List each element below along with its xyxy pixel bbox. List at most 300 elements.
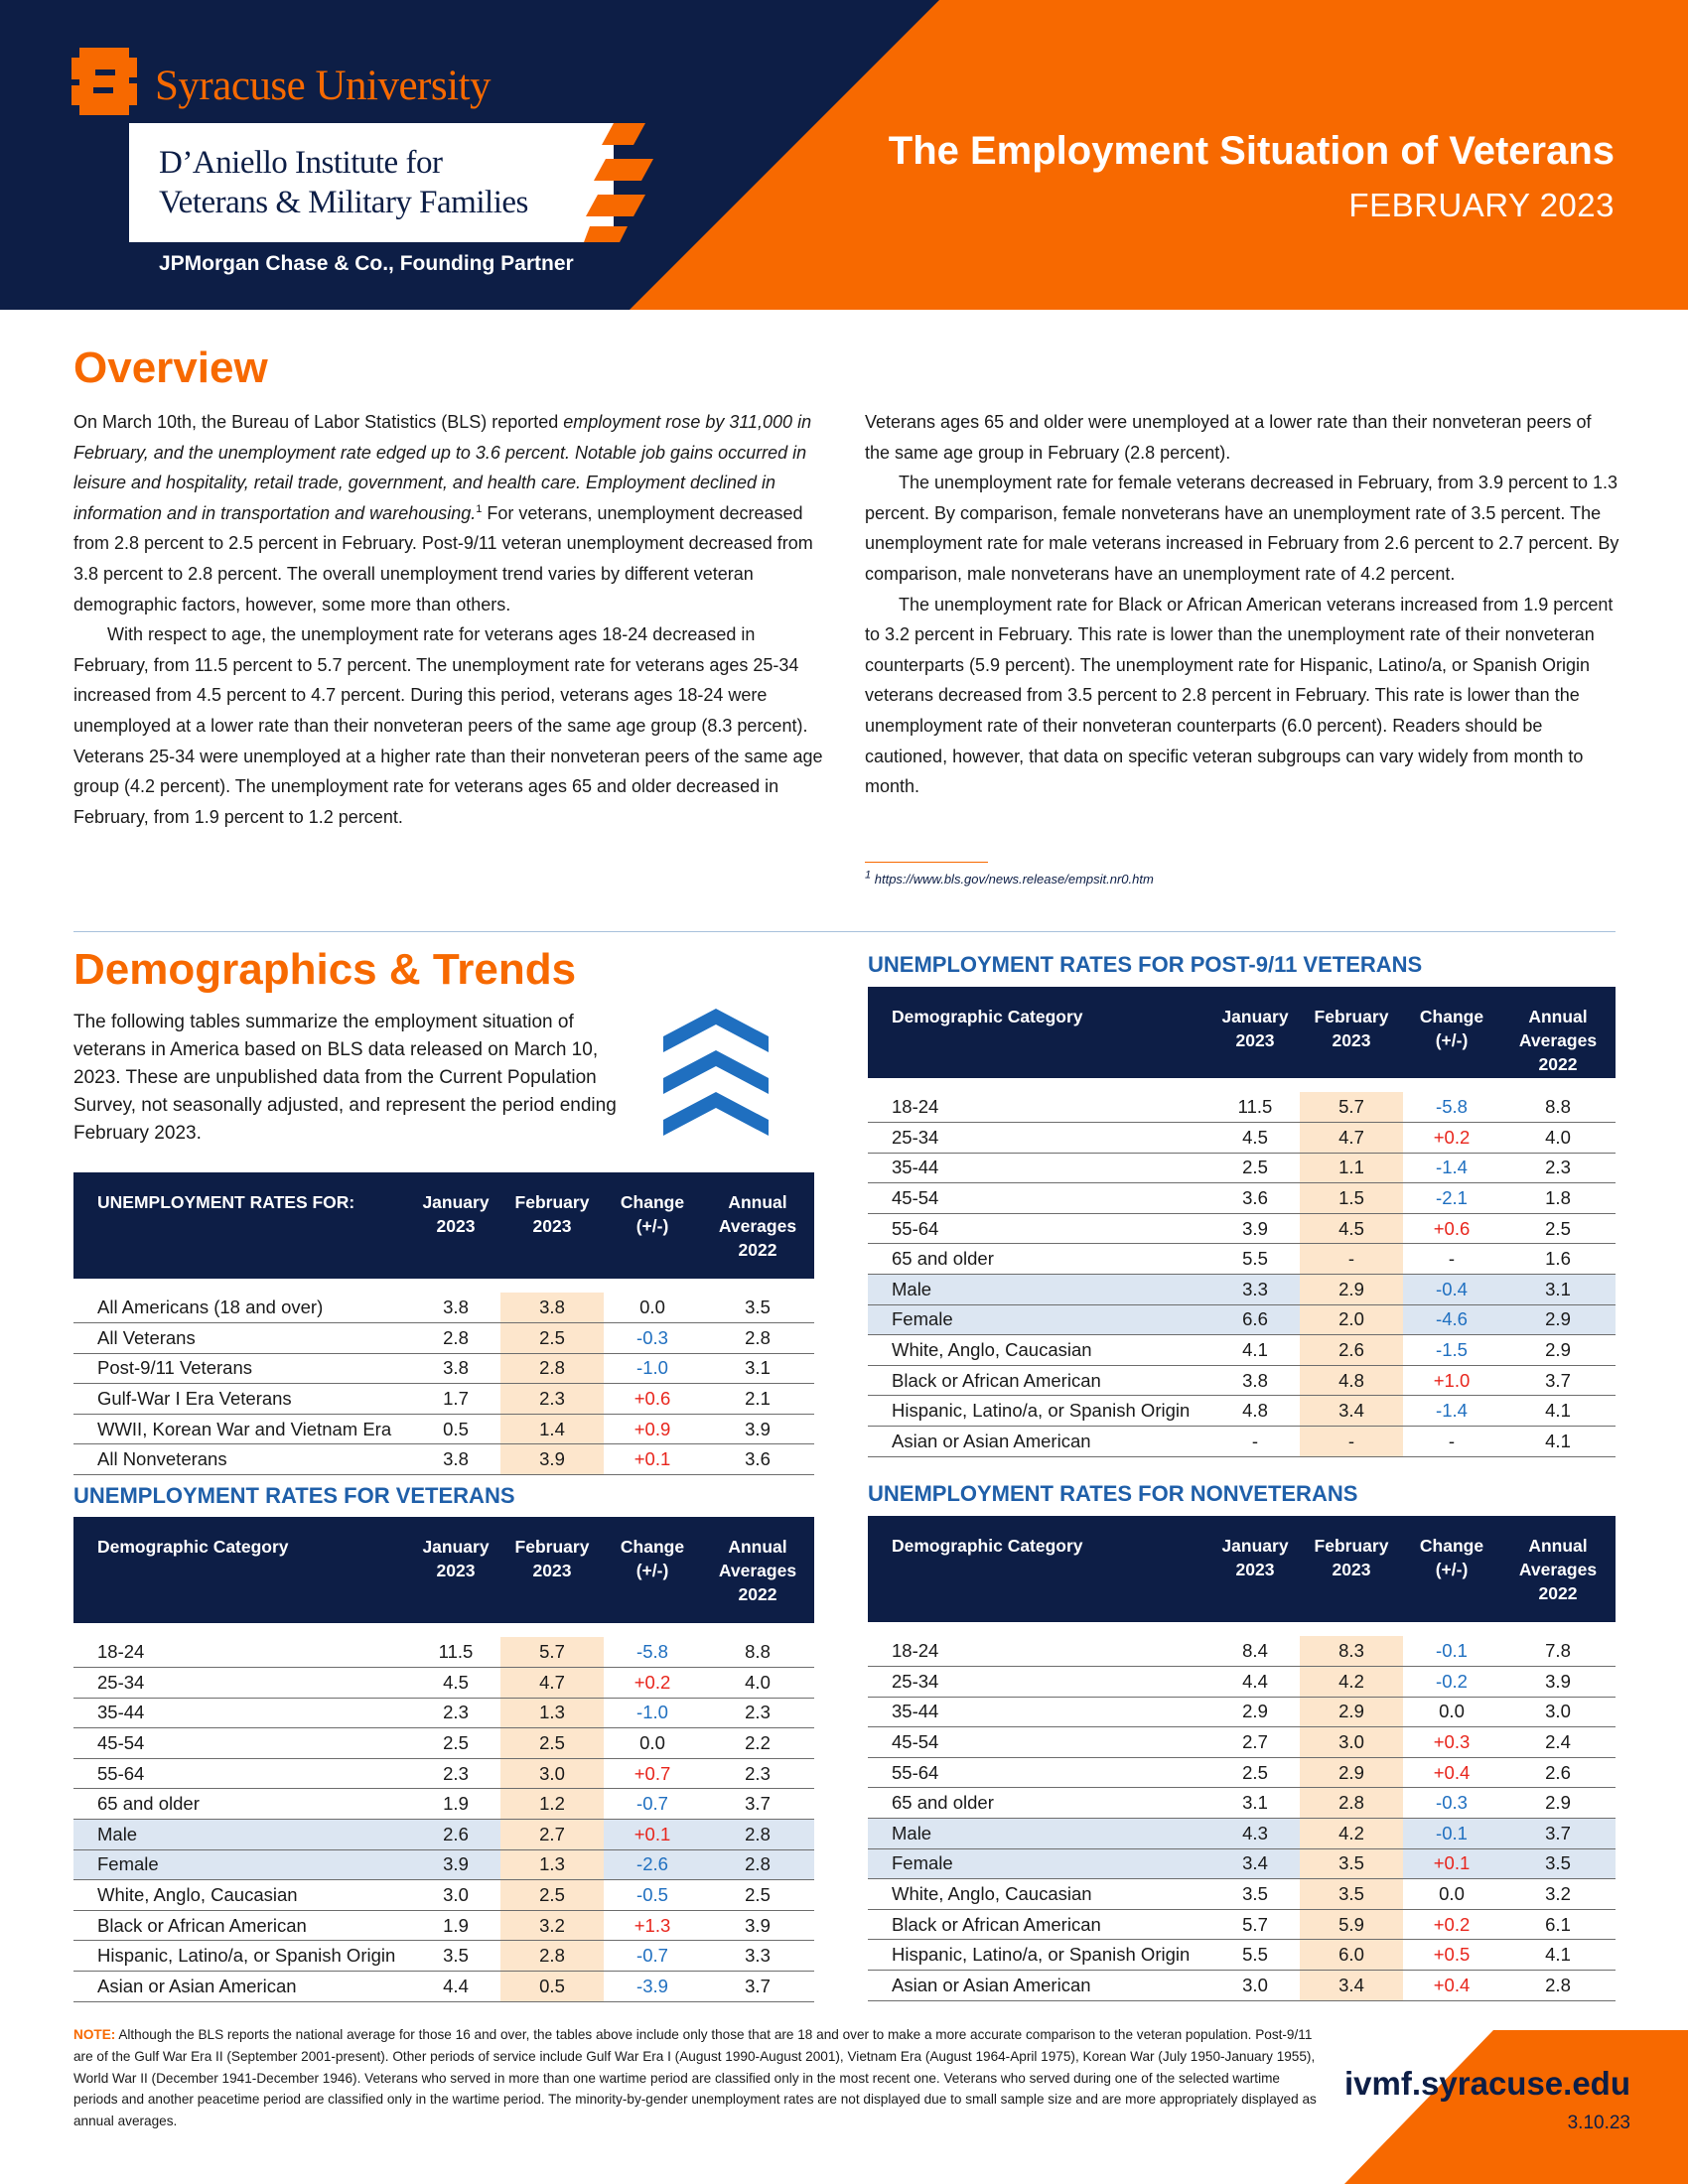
change-cell: +0.3 <box>1403 1727 1500 1758</box>
category-cell: All Veterans <box>73 1323 411 1354</box>
january-cell: 1.9 <box>411 1910 500 1941</box>
header-change: Change (+/-) <box>1403 1516 1500 1622</box>
february-cell: 2.3 <box>500 1384 604 1415</box>
january-cell: 3.8 <box>411 1353 500 1384</box>
change-cell: -4.6 <box>1403 1304 1500 1335</box>
change-cell: +0.7 <box>604 1758 701 1789</box>
change-cell: +0.9 <box>604 1414 701 1444</box>
header-february: February 2023 <box>1300 1516 1403 1622</box>
table-row <box>73 1353 814 1384</box>
annual-average-cell: 4.0 <box>701 1668 814 1699</box>
overview-paragraph-5: The unemployment rate for Black or African American veterans increased from 1.9 percent to 3.2 percent in February. This rate is lower than the unemployment rate of their nonveteran counterparts (5.9 percent). The unemployment rate for Hispanic, Latino/a, or Spanish Origin veterans decreased from 3.5 percent to 2.8 percent in February. This rate is lower than the unemployment rate of their nonveteran counterparts (6.0 percent). Readers should be cautioned, however, that data on specific veteran subgroups can vary widely from month to month. <box>865 594 1614 797</box>
change-cell: -0.7 <box>604 1941 701 1972</box>
category-cell: Asian or Asian American <box>868 1427 1210 1457</box>
january-cell: 11.5 <box>411 1637 500 1668</box>
february-cell: 5.9 <box>1300 1909 1403 1940</box>
january-cell: 2.7 <box>1210 1727 1300 1758</box>
veterans-unemployment-table <box>73 1517 814 2002</box>
annual-average-cell: 3.9 <box>701 1414 814 1444</box>
category-cell: Asian or Asian American <box>73 1972 411 2002</box>
annual-average-cell: 7.8 <box>1500 1636 1616 1667</box>
january-cell: 1.7 <box>411 1384 500 1415</box>
january-cell: 3.3 <box>1210 1275 1300 1305</box>
change-cell: -0.1 <box>1403 1819 1500 1849</box>
january-cell: 3.5 <box>1210 1879 1300 1910</box>
institute-box <box>129 123 614 242</box>
change-cell: -0.4 <box>1403 1275 1500 1305</box>
change-cell: +0.6 <box>1403 1213 1500 1244</box>
january-cell: 2.9 <box>1210 1697 1300 1727</box>
category-cell: 35-44 <box>868 1153 1210 1183</box>
table-row <box>73 1728 814 1759</box>
table-row <box>868 1123 1616 1154</box>
change-cell: +0.5 <box>1403 1940 1500 1971</box>
change-cell: -1.5 <box>1403 1335 1500 1366</box>
february-cell: - <box>1300 1427 1403 1457</box>
table-row <box>73 1941 814 1972</box>
february-cell: 8.3 <box>1300 1636 1403 1667</box>
header-banner <box>0 0 1688 310</box>
annual-average-cell: 2.3 <box>1500 1153 1616 1183</box>
annual-average-cell: 4.1 <box>1500 1396 1616 1427</box>
annual-average-cell: 2.1 <box>701 1384 814 1415</box>
change-cell: +0.4 <box>1403 1757 1500 1788</box>
table-row <box>868 1727 1616 1758</box>
chevron-up-icon <box>663 1009 769 1136</box>
january-cell: 3.8 <box>411 1293 500 1323</box>
january-cell: 2.8 <box>411 1323 500 1354</box>
category-cell: 45-54 <box>868 1183 1210 1214</box>
change-cell: 0.0 <box>1403 1697 1500 1727</box>
change-cell: 0.0 <box>604 1728 701 1759</box>
category-cell: 65 and older <box>868 1788 1210 1819</box>
january-cell: 2.5 <box>1210 1757 1300 1788</box>
annual-average-cell: 3.9 <box>1500 1667 1616 1698</box>
annual-average-cell: 2.5 <box>1500 1213 1616 1244</box>
header-change: Change (+/-) <box>604 1172 701 1279</box>
annual-average-cell: 2.6 <box>1500 1757 1616 1788</box>
january-cell: 2.5 <box>1210 1153 1300 1183</box>
category-cell: Male <box>868 1819 1210 1849</box>
february-cell: 5.7 <box>500 1637 604 1668</box>
table-row <box>868 1304 1616 1335</box>
january-cell: 3.8 <box>411 1444 500 1475</box>
february-cell: 5.7 <box>1300 1092 1403 1123</box>
overview-paragraph-1: On March 10th, the Bureau of Labor Statistics (BLS) reported employment rose by 311,000 in February, and the unemployment rate edged up to 3.6 percent. Notable job gains occurred in leisure and hospitality, retail trade, government, and health care. Employment declined in information and in transportation and warehousing.$^1$ For veterans, unemployment decreased from 2.8 percent to 2.5 percent in February. Post-9/11 veteran unemployment decreased from 3.8 percent to 2.8 percent. The overall unemployment trend varies by different veteran demographic factors, however, some more than others. <box>73 412 813 614</box>
category-cell: 65 and older <box>73 1789 411 1820</box>
change-cell: -5.8 <box>1403 1092 1500 1123</box>
change-cell: +1.0 <box>1403 1365 1500 1396</box>
january-cell: 11.5 <box>1210 1092 1300 1123</box>
header-category: UNEMPLOYMENT RATES FOR: <box>73 1172 411 1279</box>
change-cell: -1.0 <box>604 1353 701 1384</box>
february-cell: 3.2 <box>500 1910 604 1941</box>
category-cell: 45-54 <box>73 1728 411 1759</box>
february-cell: 2.8 <box>1300 1788 1403 1819</box>
january-cell: 4.4 <box>411 1972 500 2002</box>
change-cell: -0.7 <box>604 1789 701 1820</box>
january-cell: 2.3 <box>411 1758 500 1789</box>
category-cell: Female <box>73 1849 411 1880</box>
category-cell: Black or African American <box>73 1910 411 1941</box>
february-cell: 3.5 <box>1300 1879 1403 1910</box>
change-cell: +0.1 <box>604 1820 701 1850</box>
category-cell: Post-9/11 Veterans <box>73 1353 411 1384</box>
annual-average-cell: 3.3 <box>701 1941 814 1972</box>
table-row <box>73 1910 814 1941</box>
demographics-intro: The following tables summarize the employment situation of veterans in America based on BLS data released on March 10, 2023. These are unpublished data from the Current Population Survey, not seasonally adjusted, and represent the period ending February 2023. <box>73 1012 617 1144</box>
table-row <box>73 1972 814 2002</box>
table-row <box>868 1275 1616 1305</box>
change-cell: +0.6 <box>604 1384 701 1415</box>
annual-average-cell: 3.9 <box>701 1910 814 1941</box>
january-cell: 3.9 <box>1210 1213 1300 1244</box>
category-cell: Gulf-War I Era Veterans <box>73 1384 411 1415</box>
table-row <box>868 1244 1616 1275</box>
february-cell: 2.7 <box>500 1820 604 1850</box>
january-cell: 2.5 <box>411 1728 500 1759</box>
table-row <box>73 1323 814 1354</box>
annual-average-cell: 2.8 <box>701 1820 814 1850</box>
february-cell: 2.8 <box>500 1941 604 1972</box>
february-cell: 2.9 <box>1300 1275 1403 1305</box>
table-row <box>868 1153 1616 1183</box>
change-cell: 0.0 <box>604 1293 701 1323</box>
change-cell: +0.2 <box>1403 1909 1500 1940</box>
report-title: The Employment Situation of Veterans <box>888 129 1615 173</box>
table-row <box>868 1909 1616 1940</box>
category-cell: 55-64 <box>73 1758 411 1789</box>
category-cell: 35-44 <box>868 1697 1210 1727</box>
overview-left-column <box>73 407 834 832</box>
table-row <box>73 1849 814 1880</box>
february-cell: 3.8 <box>500 1293 604 1323</box>
february-cell: 2.5 <box>500 1728 604 1759</box>
header-category: Demographic Category <box>73 1517 411 1623</box>
footer-orange-shape <box>1344 2030 1688 2184</box>
february-cell: 2.8 <box>500 1353 604 1384</box>
footer-website-link[interactable]: ivmf.syracuse.edu <box>1344 2065 1630 2102</box>
february-cell: 2.9 <box>1300 1757 1403 1788</box>
january-cell: 4.8 <box>1210 1396 1300 1427</box>
february-cell: 3.0 <box>500 1758 604 1789</box>
change-cell: -3.9 <box>604 1972 701 2002</box>
change-cell: +0.1 <box>1403 1848 1500 1879</box>
category-cell: All Americans (18 and over) <box>73 1293 411 1323</box>
annual-average-cell: 3.1 <box>1500 1275 1616 1305</box>
post911-table-caption: UNEMPLOYMENT RATES FOR POST-9/11 VETERANS <box>868 952 1423 977</box>
table-row <box>868 1335 1616 1366</box>
february-cell: 2.5 <box>500 1880 604 1911</box>
table-row <box>73 1820 814 1850</box>
category-cell: 55-64 <box>868 1213 1210 1244</box>
january-cell: 5.7 <box>1210 1909 1300 1940</box>
category-cell: Male <box>73 1820 411 1850</box>
category-cell: Asian or Asian American <box>868 1971 1210 2001</box>
header-january: January 2023 <box>411 1517 500 1623</box>
header-annual-averages: Annual Averages 2022 <box>701 1172 814 1279</box>
header-january: January 2023 <box>1210 987 1300 1078</box>
change-cell: 0.0 <box>1403 1879 1500 1910</box>
annual-average-cell: 2.9 <box>1500 1304 1616 1335</box>
header-change: Change (+/-) <box>1403 987 1500 1078</box>
change-cell: -0.2 <box>1403 1667 1500 1698</box>
february-cell: 1.4 <box>500 1414 604 1444</box>
annual-average-cell: 3.6 <box>701 1444 814 1475</box>
annual-average-cell: 6.1 <box>1500 1909 1616 1940</box>
nonveterans-table-caption: UNEMPLOYMENT RATES FOR NONVETERANS <box>868 1481 1358 1506</box>
header-january: January 2023 <box>411 1172 500 1279</box>
january-cell: 0.5 <box>411 1414 500 1444</box>
annual-average-cell: 2.3 <box>701 1698 814 1728</box>
january-cell: 5.5 <box>1210 1244 1300 1275</box>
january-cell: 1.9 <box>411 1789 500 1820</box>
veterans-table-caption: UNEMPLOYMENT RATES FOR VETERANS <box>73 1483 515 1508</box>
change-cell: -0.3 <box>604 1323 701 1354</box>
annual-average-cell: 3.7 <box>701 1789 814 1820</box>
change-cell: +0.4 <box>1403 1971 1500 2001</box>
february-cell: 1.3 <box>500 1698 604 1728</box>
change-cell: +0.2 <box>604 1668 701 1699</box>
category-cell: Hispanic, Latino/a, or Spanish Origin <box>73 1941 411 1972</box>
footnote-link[interactable]: https://www.bls.gov/news.release/empsit.nr0.htm <box>874 872 1154 887</box>
table-row <box>73 1698 814 1728</box>
header-january: January 2023 <box>1210 1516 1300 1622</box>
table-row <box>868 1213 1616 1244</box>
annual-average-cell: 1.8 <box>1500 1183 1616 1214</box>
overall-unemployment-table <box>73 1172 814 1475</box>
category-cell: All Nonveterans <box>73 1444 411 1475</box>
category-cell: 18-24 <box>73 1637 411 1668</box>
annual-average-cell: 4.0 <box>1500 1123 1616 1154</box>
table-row <box>73 1384 814 1415</box>
table-row <box>868 1971 1616 2001</box>
category-cell: White, Anglo, Caucasian <box>73 1880 411 1911</box>
category-cell: White, Anglo, Caucasian <box>868 1335 1210 1366</box>
february-cell: 4.2 <box>1300 1667 1403 1698</box>
category-cell: 65 and older <box>868 1244 1210 1275</box>
category-cell: Male <box>868 1275 1210 1305</box>
header-annual-averages: Annual Averages 2022 <box>701 1517 814 1623</box>
table-row <box>868 1092 1616 1123</box>
annual-average-cell: 2.8 <box>701 1849 814 1880</box>
header-change: Change (+/-) <box>604 1517 701 1623</box>
annual-average-cell: 2.8 <box>701 1323 814 1354</box>
nonveterans-unemployment-table <box>868 1516 1616 2001</box>
annual-average-cell: 2.2 <box>701 1728 814 1759</box>
category-cell: Female <box>868 1304 1210 1335</box>
february-cell: 2.9 <box>1300 1697 1403 1727</box>
overview-paragraph-2: With respect to age, the unemployment rate for veterans ages 18-24 decreased in February, from 11.5 percent to 5.7 percent. The unemployment rate for veterans ages 25-34 increased from 4.5 percent to 4.7 percent. During this period, veterans ages 18-24 were unemployed at a lower rate than their nonveteran peers of the same age group (8.3 percent). Veterans 25-34 were unemployed at a higher rate than their nonveteran peers of the same age group (4.2 percent). The unemployment rate for veterans ages 65 and older decreased in February, from 1.9 percent to 1.2 percent. <box>73 624 823 827</box>
annual-average-cell: 3.5 <box>1500 1848 1616 1879</box>
february-cell: - <box>1300 1244 1403 1275</box>
table-row <box>73 1880 814 1911</box>
annual-average-cell: 3.2 <box>1500 1879 1616 1910</box>
annual-average-cell: 8.8 <box>701 1637 814 1668</box>
category-cell: 45-54 <box>868 1727 1210 1758</box>
february-cell: 0.5 <box>500 1972 604 2002</box>
category-cell: White, Anglo, Caucasian <box>868 1879 1210 1910</box>
change-cell: -1.4 <box>1403 1153 1500 1183</box>
annual-average-cell: 3.0 <box>1500 1697 1616 1727</box>
january-cell: 3.0 <box>1210 1971 1300 2001</box>
category-cell: Female <box>868 1848 1210 1879</box>
category-cell: WWII, Korean War and Vietnam Era <box>73 1414 411 1444</box>
table-row <box>73 1789 814 1820</box>
table-row <box>868 1879 1616 1910</box>
change-cell: -1.0 <box>604 1698 701 1728</box>
annual-average-cell: 3.5 <box>701 1293 814 1323</box>
category-cell: 18-24 <box>868 1092 1210 1123</box>
annual-average-cell: 2.3 <box>701 1758 814 1789</box>
overview-right-column <box>865 407 1619 802</box>
header-annual-averages: Annual Averages 2022 <box>1500 1516 1616 1622</box>
annual-average-cell: 3.1 <box>701 1353 814 1384</box>
january-cell: 3.1 <box>1210 1788 1300 1819</box>
table-row <box>868 1757 1616 1788</box>
table-row <box>868 1788 1616 1819</box>
header-february: February 2023 <box>500 1517 604 1623</box>
january-cell: 8.4 <box>1210 1636 1300 1667</box>
annual-average-cell: 4.1 <box>1500 1427 1616 1457</box>
section-divider <box>73 931 1616 932</box>
footer-date: 3.10.23 <box>1567 2113 1630 2133</box>
change-cell: +0.1 <box>604 1444 701 1475</box>
founding-partner: JPMorgan Chase & Co., Founding Partner <box>159 252 574 275</box>
annual-average-cell: 2.9 <box>1500 1335 1616 1366</box>
february-cell: 1.5 <box>1300 1183 1403 1214</box>
change-cell: -2.6 <box>604 1849 701 1880</box>
table-row <box>868 1940 1616 1971</box>
change-cell: - <box>1403 1244 1500 1275</box>
table-row <box>73 1293 814 1323</box>
table-row <box>868 1427 1616 1457</box>
annual-average-cell: 1.6 <box>1500 1244 1616 1275</box>
february-cell: 3.9 <box>500 1444 604 1475</box>
january-cell: 4.4 <box>1210 1667 1300 1698</box>
january-cell: 4.1 <box>1210 1335 1300 1366</box>
february-cell: 2.5 <box>500 1323 604 1354</box>
february-cell: 4.8 <box>1300 1365 1403 1396</box>
february-cell: 2.0 <box>1300 1304 1403 1335</box>
january-cell: 2.3 <box>411 1698 500 1728</box>
category-cell: 25-34 <box>868 1667 1210 1698</box>
annual-average-cell: 2.8 <box>1500 1971 1616 2001</box>
category-cell: Black or African American <box>868 1909 1210 1940</box>
table-row <box>73 1668 814 1699</box>
january-cell: 3.9 <box>411 1849 500 1880</box>
header-february: February 2023 <box>1300 987 1403 1078</box>
january-cell: 3.6 <box>1210 1183 1300 1214</box>
table-row <box>868 1636 1616 1667</box>
annual-average-cell: 2.4 <box>1500 1727 1616 1758</box>
annual-average-cell: 2.5 <box>701 1880 814 1911</box>
february-cell: 6.0 <box>1300 1940 1403 1971</box>
january-cell: 2.6 <box>411 1820 500 1850</box>
table-row <box>868 1365 1616 1396</box>
annual-average-cell: 3.7 <box>701 1972 814 2002</box>
january-cell: 4.5 <box>411 1668 500 1699</box>
change-cell: -5.8 <box>604 1637 701 1668</box>
change-cell: -2.1 <box>1403 1183 1500 1214</box>
category-cell: 25-34 <box>868 1123 1210 1154</box>
institute-name-line2: Veterans & Military Families <box>159 185 528 220</box>
february-cell: 2.6 <box>1300 1335 1403 1366</box>
annual-average-cell: 2.9 <box>1500 1788 1616 1819</box>
table-row <box>73 1758 814 1789</box>
header-annual-averages: Annual Averages 2022 <box>1500 987 1616 1078</box>
february-cell: 4.2 <box>1300 1819 1403 1849</box>
january-cell: 5.5 <box>1210 1940 1300 1971</box>
category-cell: 35-44 <box>73 1698 411 1728</box>
institute-name-line1: D’Aniello Institute for <box>159 145 443 181</box>
february-cell: 1.1 <box>1300 1153 1403 1183</box>
february-cell: 3.0 <box>1300 1727 1403 1758</box>
overview-paragraph-4: The unemployment rate for female veterans decreased in February, from 3.9 percent to 1.3 percent. By comparison, female nonveterans have an unemployment rate of 3.5 percent. The unemployment rate for male veterans increased in February from 2.6 percent to 2.7 percent. By comparison, male nonveterans have an unemployment rate of 4.2 percent. <box>865 473 1619 584</box>
table-row <box>73 1444 814 1475</box>
table-row <box>868 1697 1616 1727</box>
demographics-heading: Demographics & Trends <box>73 945 577 994</box>
january-cell: 4.5 <box>1210 1123 1300 1154</box>
change-cell: -0.3 <box>1403 1788 1500 1819</box>
university-name: Syracuse University <box>155 63 492 109</box>
change-cell: -0.1 <box>1403 1636 1500 1667</box>
change-cell: +1.3 <box>604 1910 701 1941</box>
category-cell: Hispanic, Latino/a, or Spanish Origin <box>868 1396 1210 1427</box>
annual-average-cell: 3.7 <box>1500 1819 1616 1849</box>
february-cell: 3.4 <box>1300 1396 1403 1427</box>
february-cell: 4.7 <box>500 1668 604 1699</box>
table-row <box>868 1396 1616 1427</box>
report-month: FEBRUARY 2023 <box>1348 187 1615 223</box>
table-row <box>868 1819 1616 1849</box>
february-cell: 4.7 <box>1300 1123 1403 1154</box>
annual-average-cell: 3.7 <box>1500 1365 1616 1396</box>
february-cell: 3.5 <box>1300 1848 1403 1879</box>
february-cell: 4.5 <box>1300 1213 1403 1244</box>
january-cell: 4.3 <box>1210 1819 1300 1849</box>
annual-average-cell: 4.1 <box>1500 1940 1616 1971</box>
change-cell: -0.5 <box>604 1880 701 1911</box>
overview-heading: Overview <box>73 343 268 392</box>
footnote: $^1$ https://www.bls.gov/news.release/empsit.nr0.htm <box>865 869 1154 887</box>
header-category: Demographic Category <box>868 1516 1210 1622</box>
change-cell: -1.4 <box>1403 1396 1500 1427</box>
table-row <box>868 1848 1616 1879</box>
overview-paragraph-3: Veterans ages 65 and older were unemployed at a lower rate than their nonveteran peers of the same age group in February (2.8 percent). <box>865 412 1592 463</box>
footnote-rule <box>865 862 988 863</box>
category-cell: 18-24 <box>868 1636 1210 1667</box>
january-cell: 3.4 <box>1210 1848 1300 1879</box>
table-row <box>73 1414 814 1444</box>
january-cell: 3.0 <box>411 1880 500 1911</box>
category-cell: Black or African American <box>868 1365 1210 1396</box>
table-row <box>868 1183 1616 1214</box>
category-cell: Hispanic, Latino/a, or Spanish Origin <box>868 1940 1210 1971</box>
february-cell: 1.3 <box>500 1849 604 1880</box>
header-category: Demographic Category <box>868 987 1210 1078</box>
post911-unemployment-table <box>868 987 1616 1457</box>
footer-note: NOTE: Although the BLS reports the national average for those 16 and over, the tables above include only those that are 18 and over to make a more accurate comparison to the veteran population. Post-9/11 are of the Gulf War Era II (September 2001-present). Other periods of service include Gulf War Era I (August 1990-August 2001), Vietnam Era (August 1964-April 1975), Korean War (July 1950-January 1955), World War II (December 1941-December 1946). Veterans who served in more than one wartime period are classified only in the most recent one. Veterans who served during one of the selected wartime periods and another peacetime period are classified only in the wartime period. The minority-by-gender unemployment rates are not displayed due to small sample size and are more appropriately displayed as annual averages. <box>73 2027 1317 2129</box>
january-cell: 3.5 <box>411 1941 500 1972</box>
january-cell: 6.6 <box>1210 1304 1300 1335</box>
category-cell: 25-34 <box>73 1668 411 1699</box>
institute-stripes-icon <box>584 123 653 242</box>
footnote-marker: 1 <box>476 502 483 515</box>
header-february: February 2023 <box>500 1172 604 1279</box>
table-row <box>868 1667 1616 1698</box>
table-row <box>73 1637 814 1668</box>
